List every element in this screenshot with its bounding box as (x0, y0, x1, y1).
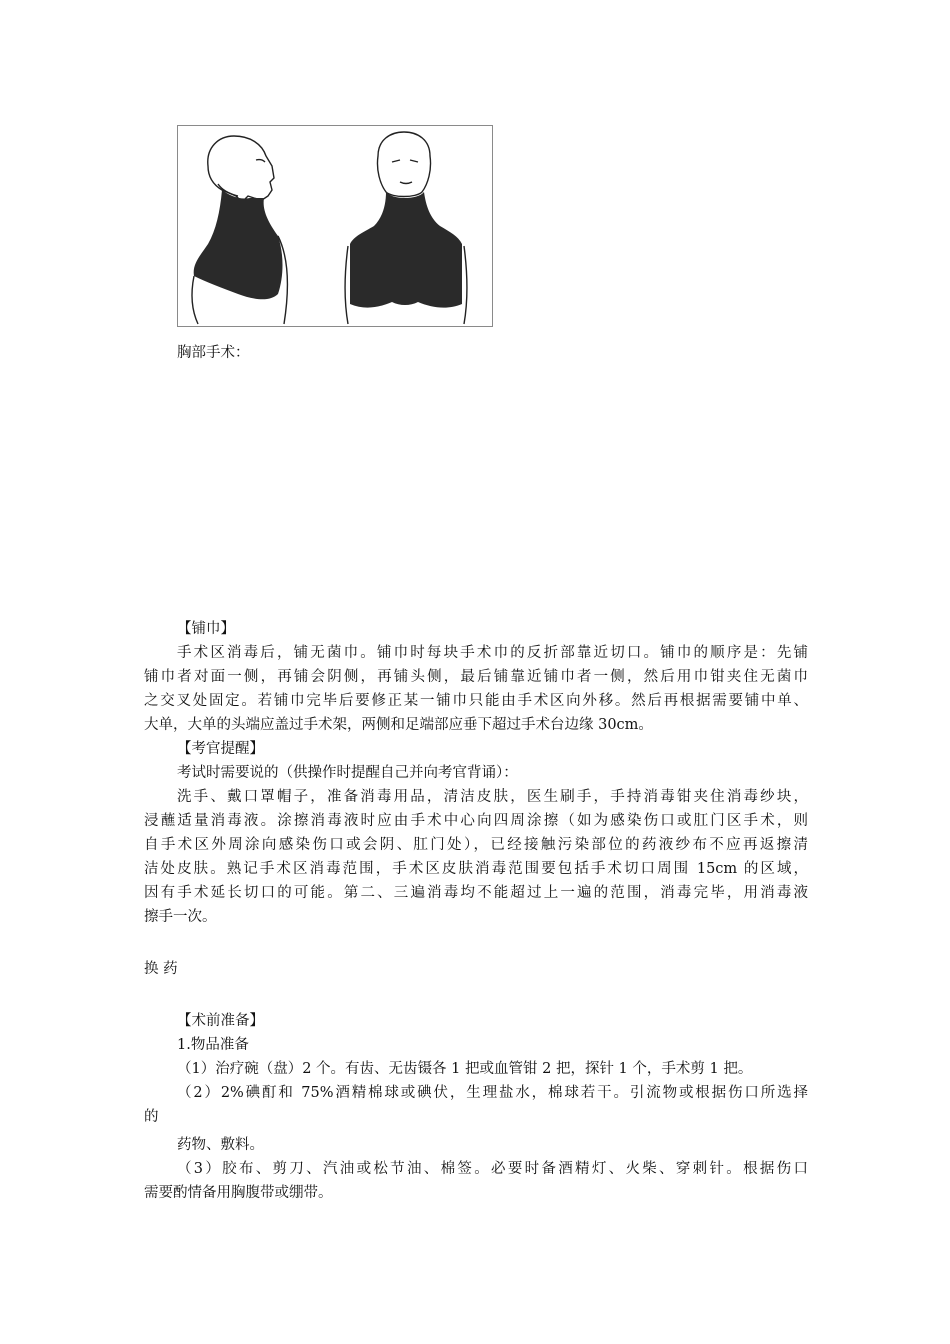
list-item: （1）治疗碗（盘）2 个。有齿、无齿镊各 1 把或血管钳 2 把，探针 1 个，手术剪 1 把。 (177, 1061, 753, 1077)
neck-disinfection-figure (177, 125, 493, 327)
figure-caption: 胸部手术： (177, 345, 250, 361)
section-heading-kaoguan: 【考官提醒】 (177, 741, 264, 757)
paragraph-line: 浸蘸适量消毒液。涂擦消毒液时应由手术中心向四周涂擦（如为感染伤口或肛门区手术，则 (144, 813, 808, 829)
list-item: （3）胶布、剪刀、汽油或松节油、棉签。必要时备酒精灯、火柴、穿刺针。根据伤口 (177, 1161, 808, 1177)
subsection-title: 1.物品准备 (177, 1037, 249, 1053)
section-heading-shuqian: 【术前准备】 (177, 1013, 264, 1029)
front-disinfected-area (350, 192, 462, 308)
neck-disinfection-illustration (178, 126, 492, 326)
paragraph-line: 擦手一次。 (144, 909, 217, 925)
paragraph-line: 大单，大单的头端应盖过手术架，两侧和足端部应垂下超过手术台边缘 30cm。 (144, 717, 653, 733)
paragraph-line: 自手术区外周涂向感染伤口或会阴、肛门处），已经接触污染部位的药液纱布不应再返擦清 (144, 837, 808, 853)
section-title-huanyao: 换 药 (144, 961, 178, 977)
paragraph-line: 考试时需要说的（供操作时提醒自己并向考官背诵）： (177, 765, 518, 781)
list-item-continuation: 的 (144, 1109, 159, 1125)
paragraph-line: 洗手、戴口罩帽子，准备消毒用品，清洁皮肤，医生刷手，手持消毒钳夹住消毒纱块， (177, 789, 808, 805)
list-item-continuation: 药物、敷料。 (177, 1137, 264, 1153)
profile-disinfected-area (194, 190, 283, 299)
paragraph-line: 因有手术延长切口的可能。第二、三遍消毒均不能超过上一遍的范围，消毒完毕，用消毒液 (144, 885, 808, 901)
section-heading-puji: 【铺巾】 (177, 621, 235, 637)
paragraph-line: 洁处皮肤。熟记手术区消毒范围，手术区皮肤消毒范围要包括手术切口周围 15cm 的区域， (144, 861, 808, 877)
paragraph-line: 之交叉处固定。若铺巾完毕后要修正某一铺巾只能由手术区向外移。然后再根据需要铺中单、 (144, 693, 808, 709)
list-item: （2）2%碘酊和 75%酒精棉球或碘伏，生理盐水，棉球若干。引流物或根据伤口所选择 (177, 1085, 808, 1101)
paragraph-line: 手术区消毒后，铺无菌巾。铺巾时每块手术巾的反折部靠近切口。铺巾的顺序是：先铺 (177, 645, 808, 661)
paragraph-line: 铺巾者对面一侧，再铺会阴侧，再铺头侧，最后铺靠近铺巾者一侧，然后用巾钳夹住无菌巾 (144, 669, 808, 685)
list-item-continuation: 需要酌情备用胸腹带或绷带。 (144, 1185, 333, 1201)
